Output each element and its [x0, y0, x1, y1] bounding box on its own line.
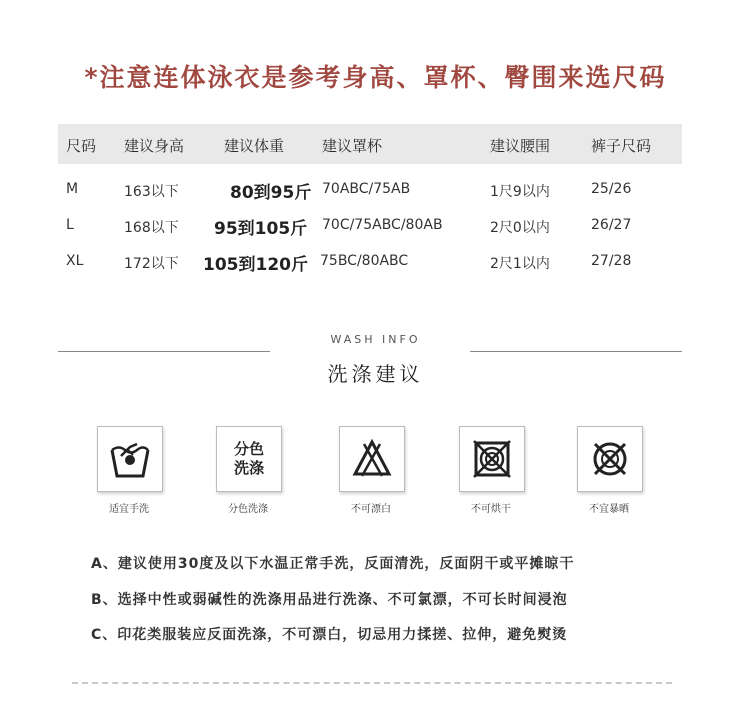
divider-right [470, 351, 682, 352]
cell-height: 172以下 [124, 256, 179, 272]
size-table [58, 124, 682, 280]
separate-wash-text: 分色洗涤 [233, 440, 264, 477]
table-header [58, 124, 682, 164]
instruction-c: C、印花类服装应反面洗涤，不可漂白，切忌用力揉搓、拉伸，避免熨烫 [91, 627, 568, 643]
bottom-divider [72, 682, 672, 684]
no-tumble-dry-label: 不可烘干 [471, 504, 511, 515]
separate-wash-icon [216, 426, 282, 492]
table-row [58, 208, 682, 244]
cell-weight: 95到105斤 [214, 219, 308, 239]
header-waist: 建议腰围 [490, 137, 551, 155]
cell-weight: 80到95斤 [230, 183, 312, 203]
cell-size: L [66, 217, 74, 233]
instruction-a: A、建议使用30度及以下水温正常手洗，反面清洗，反面阴干或平摊晾干 [91, 556, 575, 572]
header-cup: 建议罩杯 [322, 137, 383, 155]
divider-left [58, 351, 270, 352]
wash-info-title-en: WASH INFO [330, 333, 421, 346]
cell-height: 163以下 [124, 184, 179, 200]
cell-cup: 70C/75ABC/80AB [322, 217, 443, 233]
header-height: 建议身高 [124, 137, 185, 155]
cell-pants-size: 26/27 [591, 217, 632, 233]
notice-title: *注意连体泳衣是参考身高、罩杯、臀围来选尺码 [84, 63, 667, 92]
hand-wash-icon [97, 426, 163, 492]
cell-height: 168以下 [124, 220, 179, 236]
table-row [58, 244, 682, 280]
cell-cup: 70ABC/75AB [322, 181, 411, 197]
header-pants-size: 裤子尺码 [591, 137, 652, 155]
table-row [58, 172, 682, 208]
instruction-b: B、选择中性或弱碱性的洗涤用品进行洗涤、不可氯漂，不可长时间浸泡 [91, 592, 568, 608]
cell-waist: 2尺1以内 [490, 256, 550, 272]
cell-pants-size: 27/28 [591, 253, 632, 269]
cell-weight: 105到120斤 [203, 255, 308, 275]
header-weight: 建议体重 [224, 137, 285, 155]
cell-pants-size: 25/26 [591, 181, 632, 197]
no-bleach-icon [339, 426, 405, 492]
no-sun-dry-icon [577, 426, 643, 492]
cell-size: XL [66, 253, 84, 269]
hand-wash-label: 适宜手洗 [109, 504, 149, 515]
no-bleach-label: 不可漂白 [351, 504, 391, 515]
wash-info-title-cn: 洗涤建议 [327, 362, 424, 386]
separate-wash-label: 分色洗涤 [228, 504, 268, 515]
no-sun-dry-label: 不宜暴晒 [589, 504, 629, 515]
cell-waist: 1尺9以内 [490, 184, 550, 200]
cell-cup: 75BC/80ABC [320, 253, 409, 269]
no-tumble-dry-icon [459, 426, 525, 492]
cell-waist: 2尺0以内 [490, 220, 550, 236]
header-size: 尺码 [66, 137, 97, 155]
cell-size: M [66, 181, 79, 197]
